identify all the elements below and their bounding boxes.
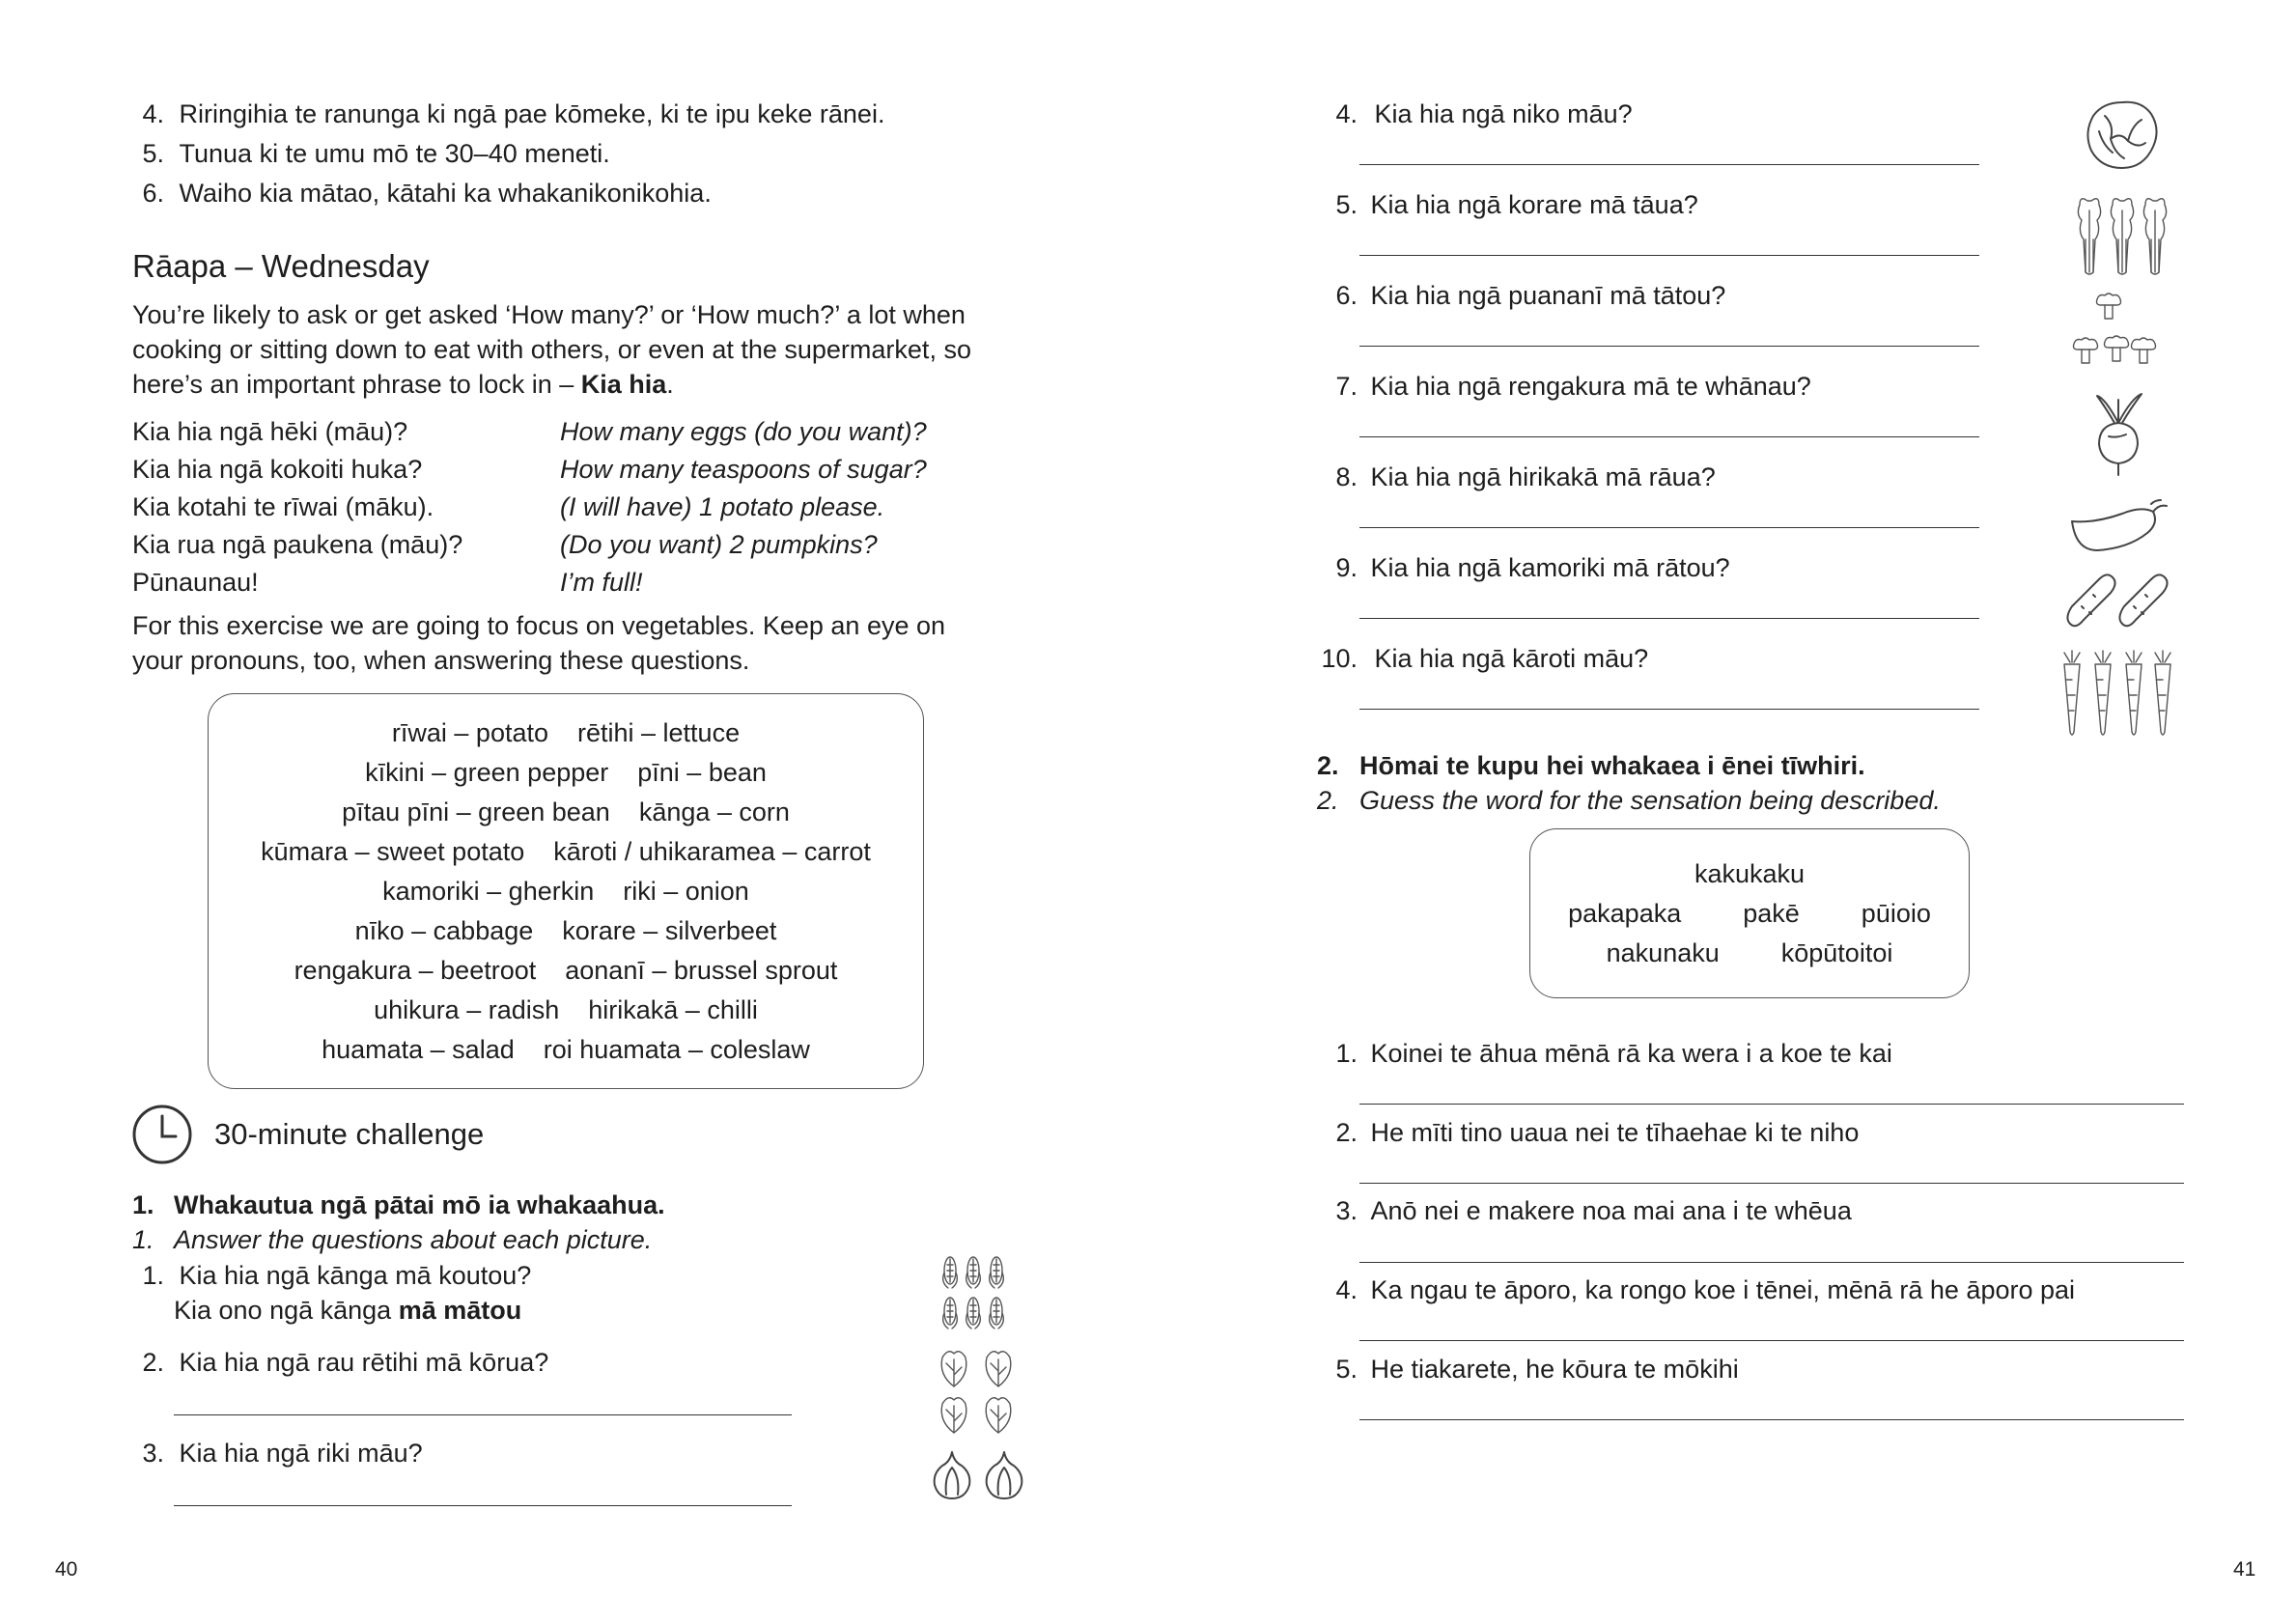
- exercise-subtitle: Answer the questions about each picture.: [174, 1225, 653, 1254]
- question-number: 4.: [1335, 99, 1358, 128]
- exercise-title: Whakautua ngā pātai mō ia whakaahua.: [174, 1190, 665, 1219]
- word-bank-item: pūioio: [1861, 899, 1931, 928]
- question-text: Kia hia ngā rau rētihi mā kōrua?: [179, 1348, 549, 1377]
- phrase-english: I’m full!: [560, 568, 643, 597]
- vocab-row: [209, 715, 923, 750]
- answer-line[interactable]: [1359, 1104, 2184, 1105]
- phrase-english: How many teaspoons of sugar?: [560, 455, 927, 484]
- answer-line[interactable]: [1359, 346, 1979, 347]
- clue-text: He mīti tino uaua nei te tīhaehae ki te niho: [1370, 1118, 1860, 1147]
- phrase-english: (Do you want) 2 pumpkins?: [560, 530, 878, 559]
- clue-number: 2.: [1335, 1118, 1358, 1147]
- phrase-maori: Kia kotahi te rīwai (māku).: [132, 492, 434, 521]
- broccoli-icon: [2068, 290, 2161, 380]
- vocab-item: kānga – corn: [638, 798, 790, 826]
- example-answer-text: Kia ono ngā kānga: [174, 1296, 399, 1325]
- phrase-maori: Kia hia ngā kokoiti huka?: [132, 455, 423, 484]
- vocab-row: [209, 1032, 923, 1067]
- question: [137, 1436, 423, 1470]
- answer-line[interactable]: [174, 1505, 792, 1506]
- challenge-title: 30-minute challenge: [214, 1117, 485, 1151]
- vocab-row: [209, 874, 923, 909]
- page-number: 40: [55, 1558, 78, 1581]
- word-bank-item: nakunaku: [1606, 938, 1720, 967]
- intro-bold-phrase: Kia hia: [580, 370, 667, 399]
- lettuce-icon: [933, 1344, 1025, 1437]
- word-bank-item: pakapaka: [1568, 899, 1682, 928]
- question: [1317, 641, 1648, 676]
- vocabulary-box: [208, 693, 924, 1089]
- question-number: 2.: [142, 1348, 164, 1377]
- answer-line[interactable]: [1359, 1183, 2184, 1184]
- vocab-item: hirikakā – chilli: [588, 995, 758, 1024]
- question: [1317, 278, 1725, 313]
- question-text: Kia hia ngā korare mā tāua?: [1370, 190, 1698, 219]
- question: [137, 1258, 531, 1293]
- step-text: Riringihia te ranunga ki ngā pae kōmeke, ki te ipu keke rānei.: [179, 99, 885, 128]
- question-text: Kia hia ngā kāroti māu?: [1374, 644, 1649, 673]
- example-answer-bold: mā mātou: [398, 1296, 522, 1325]
- question: [1317, 460, 1716, 494]
- exercise-title: Hōmai te kupu hei whakaea i ēnei tīwhiri.: [1359, 751, 1865, 780]
- chilli-icon: [2066, 494, 2170, 556]
- vocab-item: aonanī – brussel sprout: [565, 956, 838, 985]
- word-bank-item: kōpūtoitoi: [1780, 938, 1893, 967]
- vocab-item: kamoriki – gherkin: [382, 877, 595, 906]
- answer-line[interactable]: [1359, 527, 1979, 528]
- question-text: Kia hia ngā puananī mā tātou?: [1370, 281, 1726, 310]
- onion-icon: [929, 1446, 1029, 1500]
- beetroot-icon: [2087, 390, 2149, 479]
- cabbage-icon: [2082, 97, 2163, 174]
- question-number: 8.: [1335, 462, 1358, 491]
- vocab-row: [209, 834, 923, 869]
- corn-icon: [937, 1253, 1012, 1332]
- question-number: 3.: [142, 1439, 164, 1468]
- clue: [1317, 1036, 1892, 1071]
- step-number: 5.: [142, 139, 164, 168]
- vocab-item: pīni – bean: [637, 758, 767, 787]
- word-bank-row: [1530, 936, 1969, 970]
- question-text: Kia hia ngā rengakura mā te whānau?: [1370, 372, 1811, 401]
- answer-line[interactable]: [174, 1414, 792, 1415]
- clue: [1317, 1193, 1852, 1228]
- vocab-row: [209, 755, 923, 790]
- gherkin-icon: [2062, 570, 2170, 637]
- page-number: 41: [2233, 1558, 2256, 1581]
- phrase-english: How many eggs (do you want)?: [560, 417, 927, 446]
- question: [1317, 369, 1811, 404]
- vocab-item: nīko – cabbage: [354, 916, 534, 945]
- question-number: 6.: [1335, 281, 1358, 310]
- clock-icon: [130, 1103, 194, 1166]
- question-text: Kia hia ngā kānga mā koutou?: [179, 1261, 532, 1290]
- step-text: Waiho kia mātao, kātahi ka whakanikonikohia.: [179, 179, 712, 208]
- question-number: 9.: [1335, 553, 1358, 582]
- step-text: Tunua ki te umu mō te 30–40 meneti.: [179, 139, 610, 168]
- vocab-row: [209, 795, 923, 829]
- clue: [1317, 1273, 2075, 1307]
- question-number: 7.: [1335, 372, 1358, 401]
- phrase-maori: Kia rua ngā paukena (māu)?: [132, 530, 463, 559]
- question-number: 5.: [1335, 190, 1358, 219]
- exercise-number: 1.: [132, 1190, 154, 1219]
- method-step: [137, 97, 884, 131]
- vocab-item: uhikura – radish: [374, 995, 560, 1024]
- exercise-subtitle-number: 2.: [1317, 786, 1339, 815]
- clue: [1317, 1352, 1739, 1386]
- phrase-english: (I will have) 1 potato please.: [560, 492, 885, 521]
- carrot-icon: [2057, 649, 2176, 738]
- question: [1317, 550, 1730, 585]
- exercise-intro: For this exercise we are going to focus on vegetables. Keep an eye on your pronouns, too, when answering these questions.: [132, 611, 946, 675]
- vocab-item: roi huamata – coleslaw: [543, 1035, 810, 1064]
- phrase-maori: Kia hia ngā hēki (māu)?: [132, 417, 408, 446]
- answer-line[interactable]: [1359, 709, 1979, 710]
- vocab-item: huamata – salad: [322, 1035, 515, 1064]
- silverbeet-icon: [2072, 189, 2170, 276]
- clue-number: 3.: [1335, 1196, 1358, 1225]
- clue-number: 4.: [1335, 1275, 1358, 1304]
- vocab-item: kīkini – green pepper: [365, 758, 609, 787]
- word-bank-item: kakukaku: [1694, 859, 1806, 888]
- step-number: 6.: [142, 179, 164, 208]
- word-bank-row: [1530, 896, 1969, 931]
- clue-text: Anō nei e makere noa mai ana i te whēua: [1370, 1196, 1852, 1225]
- vocab-item: pītau pīni – green bean: [342, 798, 610, 826]
- vocab-item: korare – silverbeet: [562, 916, 777, 945]
- clue: [1317, 1115, 1859, 1150]
- vocab-item: rīwai – potato: [391, 718, 548, 747]
- answer-line[interactable]: [1359, 1340, 2184, 1341]
- word-bank-item: pakē: [1743, 899, 1800, 928]
- vocab-item: kāroti / uhikaramea – carrot: [553, 837, 871, 866]
- vocab-row: [209, 953, 923, 988]
- vocab-row: [209, 993, 923, 1027]
- answer-line[interactable]: [1359, 255, 1979, 256]
- question-text: Kia hia ngā niko māu?: [1374, 99, 1633, 128]
- method-step: [137, 176, 712, 210]
- step-number: 4.: [142, 99, 164, 128]
- answer-line[interactable]: [1359, 1419, 2184, 1420]
- example-answer: [174, 1293, 521, 1328]
- question-text: Kia hia ngā hirikakā mā rāua?: [1370, 462, 1716, 491]
- question-text: Kia hia ngā kamoriki mā rātou?: [1370, 553, 1730, 582]
- answer-line[interactable]: [1359, 436, 1979, 437]
- question-text: Kia hia ngā riki māu?: [179, 1439, 423, 1468]
- clue-text: Ka ngau te āporo, ka rongo koe i tēnei, mēnā rā he āporo pai: [1370, 1275, 2076, 1304]
- intro-end: .: [666, 370, 674, 399]
- section-heading: Rāapa – Wednesday: [132, 248, 430, 284]
- vocab-item: rengakura – beetroot: [294, 956, 537, 985]
- vocab-item: kūmara – sweet potato: [261, 837, 525, 866]
- phrase-maori: Pūnaunau!: [132, 568, 259, 597]
- vocab-row: [209, 913, 923, 948]
- vocab-item: rētihi – lettuce: [577, 718, 741, 747]
- intro-text: You’re likely to ask or get asked ‘How many?’ or ‘How much?’ a lot when cooking or sitting down to eat with others, or even at the supermarket, so here’s an important phrase to lock in –: [132, 300, 971, 399]
- answer-line[interactable]: [1359, 1262, 2184, 1263]
- clue-number: 5.: [1335, 1355, 1358, 1384]
- vocab-item: riki – onion: [623, 877, 749, 906]
- exercise-subtitle: Guess the word for the sensation being described.: [1359, 786, 1941, 815]
- clue-text: He tiakarete, he kōura te mōkihi: [1370, 1355, 1739, 1384]
- method-step: [137, 136, 610, 171]
- question: [1317, 187, 1698, 222]
- exercise-subtitle-number: 1.: [132, 1225, 154, 1254]
- question: [137, 1345, 548, 1380]
- answer-line[interactable]: [1359, 164, 1979, 165]
- word-bank-box: [1529, 828, 1970, 998]
- question-number: 1.: [142, 1261, 164, 1290]
- word-bank-row: [1530, 856, 1969, 891]
- clue-number: 1.: [1335, 1039, 1358, 1068]
- exercise-number: 2.: [1317, 751, 1339, 780]
- intro-paragraph: [132, 297, 1001, 402]
- clue-text: Koinei te āhua mēnā rā ka wera i a koe te kai: [1370, 1039, 1892, 1068]
- question: [1317, 97, 1633, 131]
- answer-line[interactable]: [1359, 618, 1979, 619]
- question-number: 10.: [1321, 644, 1358, 673]
